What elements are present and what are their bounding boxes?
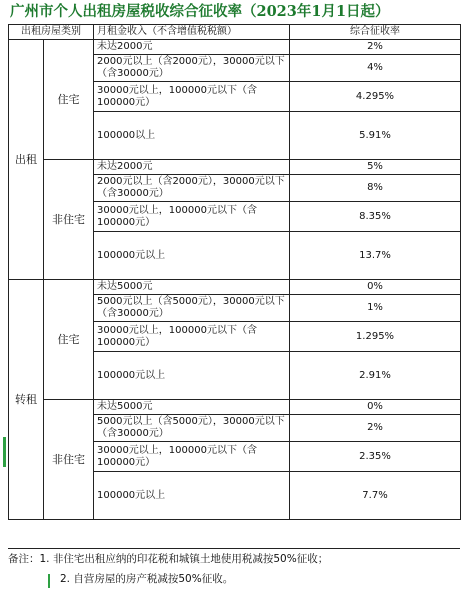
rate-cell[interactable]: 5% — [290, 160, 461, 175]
subcategory-cell[interactable]: 住宅 — [44, 40, 94, 160]
income-range-cell[interactable]: 30000元以上，100000元以下（含100000元） — [94, 322, 290, 352]
rate-cell[interactable]: 2.91% — [290, 352, 461, 400]
rate-cell[interactable]: 1% — [290, 295, 461, 322]
header-row — [9, 25, 461, 40]
rate-cell[interactable]: 8% — [290, 175, 461, 202]
note-line-1[interactable]: 备注：1. 非住宅出租应纳的印花税和城镇土地使用税减按50%征收； — [8, 553, 329, 565]
header-rate[interactable]: 综合征收率 — [290, 25, 461, 40]
income-range-cell[interactable]: 30000元以上，100000元以下（含100000元） — [94, 442, 290, 472]
rate-cell[interactable]: 5.91% — [290, 112, 461, 160]
rate-cell[interactable]: 4% — [290, 55, 461, 82]
rate-cell[interactable]: 0% — [290, 280, 461, 295]
rate-cell[interactable]: 1.295% — [290, 322, 461, 352]
category-cell[interactable]: 出租 — [9, 40, 44, 280]
rate-cell[interactable]: 13.7% — [290, 232, 461, 280]
income-range-cell[interactable]: 未达2000元 — [94, 160, 290, 175]
category-cell[interactable]: 转租 — [9, 280, 44, 520]
income-range-cell[interactable]: 5000元以上（含5000元），30000元以下（含30000元） — [94, 415, 290, 442]
income-range-cell[interactable]: 30000元以上，100000元以下（含100000元） — [94, 202, 290, 232]
income-range-cell[interactable]: 未达5000元 — [94, 400, 290, 415]
rate-cell[interactable]: 0% — [290, 400, 461, 415]
note-line-2[interactable]: 2. 自营房屋的房产税减按50%征收。 — [60, 573, 234, 585]
cell-cursor-marker — [3, 437, 6, 467]
sheet-title: 广州市个人出租房屋税收综合征收率（2023年1月1日起） — [10, 3, 390, 20]
income-range-cell[interactable]: 2000元以上（含2000元），30000元以下（含30000元） — [94, 55, 290, 82]
spreadsheet — [8, 0, 460, 520]
rate-cell[interactable]: 8.35% — [290, 202, 461, 232]
income-range-cell[interactable]: 5000元以上（含5000元），30000元以下（含30000元） — [94, 295, 290, 322]
rate-cell[interactable]: 2.35% — [290, 442, 461, 472]
header-type[interactable]: 出租房屋类别 — [9, 25, 94, 40]
subcategory-cell[interactable]: 非住宅 — [44, 160, 94, 280]
subcategory-cell[interactable]: 非住宅 — [44, 400, 94, 520]
notes — [8, 548, 460, 589]
table-row — [9, 280, 461, 295]
income-range-cell[interactable]: 未达2000元 — [94, 40, 290, 55]
rate-cell[interactable]: 4.295% — [290, 82, 461, 112]
income-range-cell[interactable]: 100000以上 — [94, 112, 290, 160]
income-range-cell[interactable]: 30000元以上，100000元以下（含100000元） — [94, 82, 290, 112]
rate-cell[interactable]: 2% — [290, 40, 461, 55]
subcategory-cell[interactable]: 住宅 — [44, 280, 94, 400]
income-range-cell[interactable]: 100000元以上 — [94, 352, 290, 400]
header-income[interactable]: 月租金收入（不含增值税税额） — [94, 25, 290, 40]
cell-cursor-marker-2 — [48, 574, 50, 588]
tax-rate-table — [8, 24, 461, 520]
rate-cell[interactable]: 7.7% — [290, 472, 461, 520]
income-range-cell[interactable]: 未达5000元 — [94, 280, 290, 295]
table-row — [9, 40, 461, 55]
rate-cell[interactable]: 2% — [290, 415, 461, 442]
income-range-cell[interactable]: 100000元以上 — [94, 232, 290, 280]
table-row — [9, 400, 461, 415]
income-range-cell[interactable]: 100000元以上 — [94, 472, 290, 520]
income-range-cell[interactable]: 2000元以上（含2000元），30000元以下（含30000元） — [94, 175, 290, 202]
table-row — [9, 160, 461, 175]
